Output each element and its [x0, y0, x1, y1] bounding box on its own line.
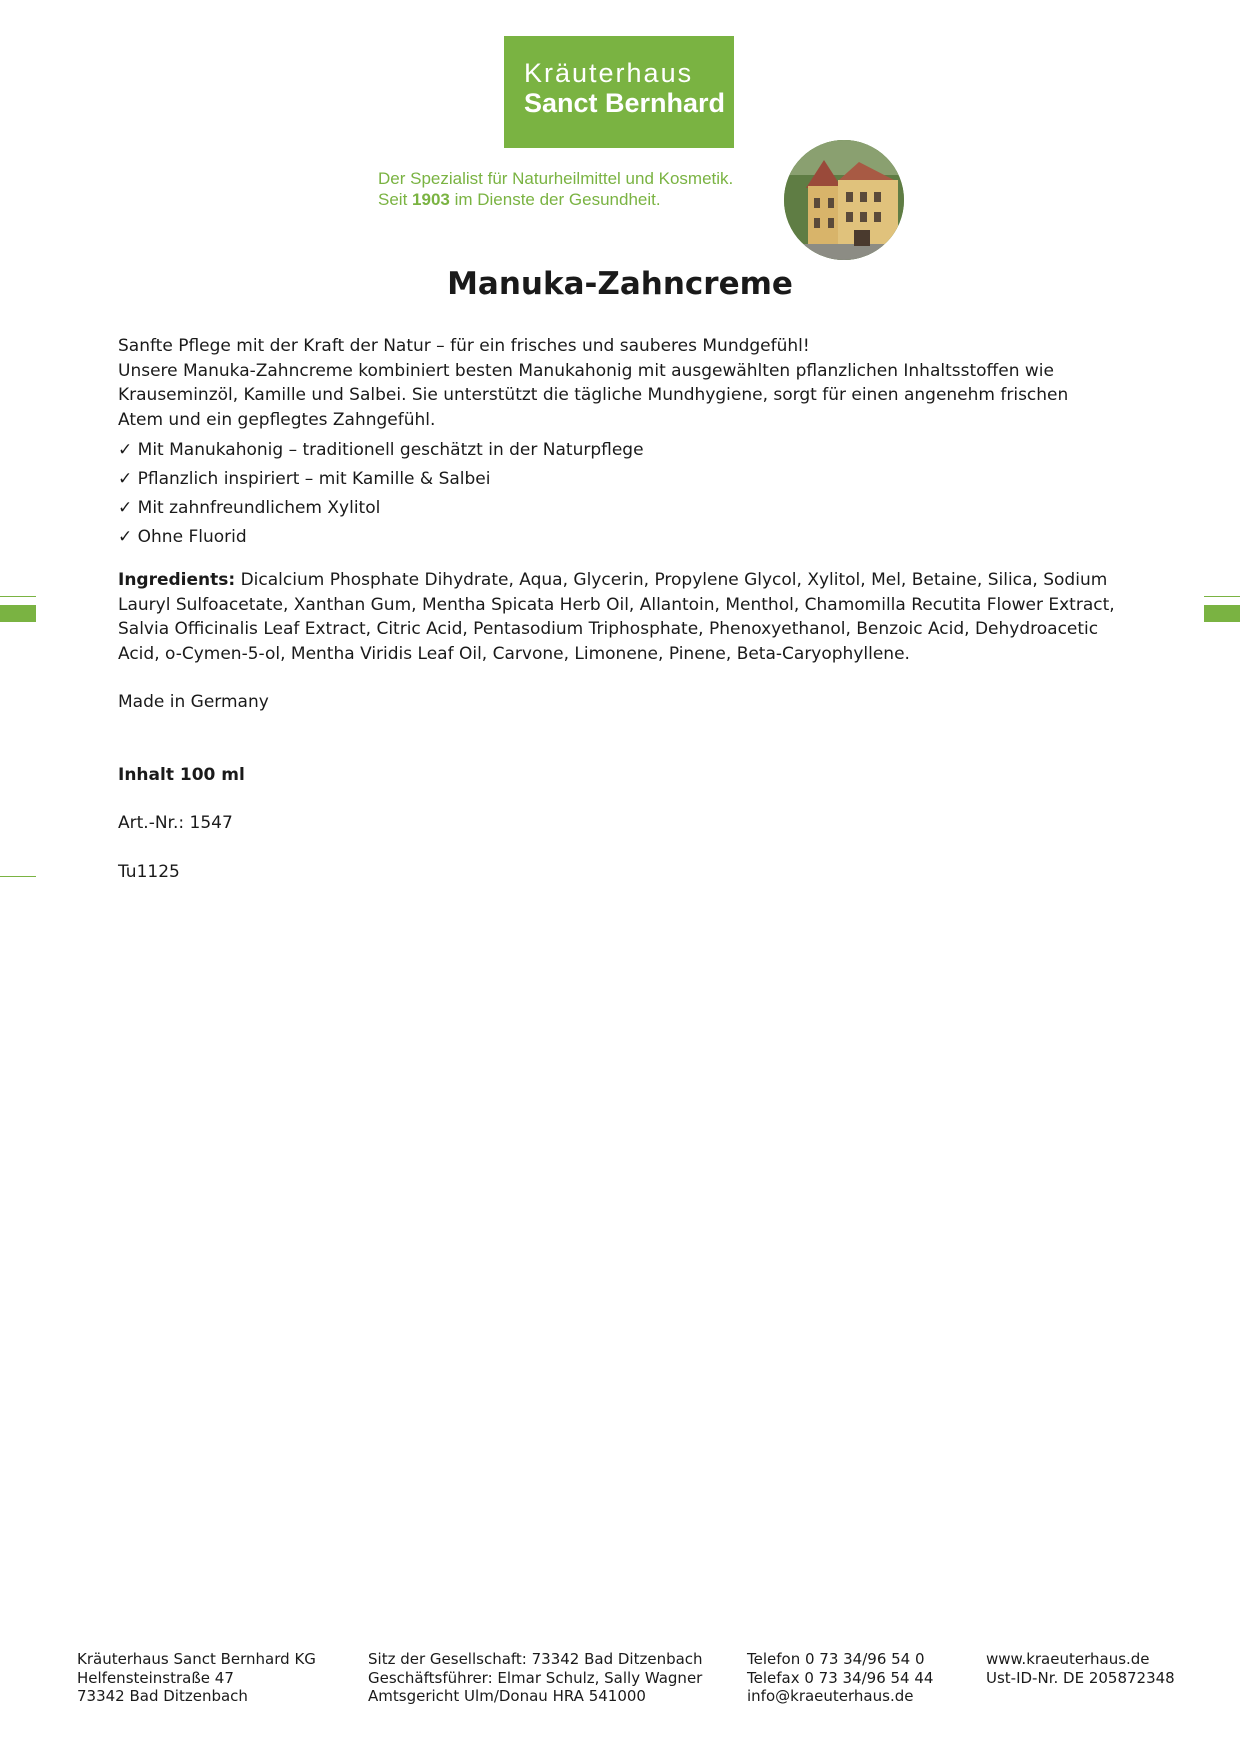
fold-mark-left-line	[0, 596, 36, 597]
feature-item: ✓ Mit Manukahonig – traditionell geschätzt in der Naturpflege	[118, 440, 644, 460]
article-number: Art.-Nr.: 1547	[118, 813, 233, 833]
footer-line: Geschäftsführer: Elmar Schulz, Sally Wagner	[368, 1668, 703, 1687]
feature-item: ✓ Mit zahnfreundlichem Xylitol	[118, 498, 381, 518]
fold-mark-right-line	[1204, 596, 1240, 597]
ingredients-text: Dicalcium Phosphate Dihydrate, Aqua, Glycerin, Propylene Glycol, Xylitol, Mel, Betaine, Silica, Sodium Lauryl Sulfoacetate, Xanthan Gum, Mentha Spicata Herb Oil, Allantoin, Menthol, Chamomilla Recutita Flower Extract, Salvia Officinalis Leaf Extract, Citric Acid, Pentasodium Triphosphate, Phenoxyethanol, Benzoic Acid, Dehydroacetic Acid, o-Cymen-5-ol, Mentha Viridis Leaf Oil, Carvone, Limonene, Pinene, Beta-Caryophyllene.	[118, 570, 1115, 664]
footer-contact	[747, 1650, 933, 1706]
footer-fax: Telefax 0 73 34/96 54 44	[747, 1668, 934, 1687]
footer-phone: Telefon 0 73 34/96 54 0	[747, 1650, 925, 1668]
product-code: Tu1125	[118, 861, 180, 882]
footer-line: Sitz der Gesellschaft: 73342 Bad Ditzenbach	[368, 1650, 703, 1668]
page-title: Manuka-Zahncreme	[447, 266, 793, 302]
ingredients	[118, 568, 1118, 666]
logo-line-2: Sanct Bernhard	[524, 88, 726, 118]
tagline-year: 1903	[412, 190, 450, 209]
footer-web	[986, 1650, 1175, 1687]
fold-mark-right-block	[1204, 605, 1240, 622]
tagline-post: im Dienste der Gesundheit.	[449, 190, 661, 209]
logo-line-1: Kräuterhaus	[524, 58, 694, 88]
ingredients-label: Ingredients:	[118, 570, 236, 590]
footer-website-link[interactable]: www.kraeuterhaus.de	[986, 1650, 1150, 1668]
intro-line-1: Sanfte Pflege mit der Kraft der Natur – für ein frisches und sauberes Mundgefühl!	[118, 336, 810, 356]
brand-logo	[504, 36, 734, 148]
footer-legal	[368, 1650, 703, 1706]
tagline	[378, 168, 733, 210]
footer-company	[77, 1650, 316, 1706]
fold-mark-left-lower	[0, 876, 36, 877]
tagline-pre: Seit	[378, 190, 413, 209]
content-volume: Inhalt 100 ml	[118, 764, 245, 785]
footer-vat-id: Ust-ID-Nr. DE 205872348	[986, 1668, 1175, 1687]
intro-paragraph: Unsere Manuka-Zahncreme kombiniert besten Manukahonig mit ausgewählten pflanzlichen Inhaltsstoffen wie Krauseminzöl, Kamille und Salbei. Sie unterstützt die tägliche Mundhygiene, sorgt für einen angenehm frischen Atem und ein gepflegtes Zahngefühl.	[118, 360, 1069, 430]
feature-item: ✓ Ohne Fluorid	[118, 527, 247, 547]
feature-list	[118, 436, 1118, 552]
footer-line: Helfensteinstraße 47	[77, 1668, 234, 1687]
footer-line: Kräuterhaus Sanct Bernhard KG	[77, 1650, 316, 1668]
feature-item: ✓ Pflanzlich inspiriert – mit Kamille & Salbei	[118, 469, 491, 489]
fold-mark-left-block	[0, 605, 36, 622]
footer-email-link[interactable]: info@kraeuterhaus.de	[747, 1687, 914, 1705]
building-photo-icon	[784, 140, 904, 260]
footer-line: 73342 Bad Ditzenbach	[77, 1687, 248, 1705]
footer-line: Amtsgericht Ulm/Donau HRA 541000	[368, 1687, 646, 1705]
product-description	[118, 334, 1118, 884]
tagline-line-2	[378, 189, 733, 210]
made-in: Made in Germany	[118, 692, 269, 712]
tagline-line-1: Der Spezialist für Naturheilmittel und Kosmetik.	[378, 169, 734, 188]
